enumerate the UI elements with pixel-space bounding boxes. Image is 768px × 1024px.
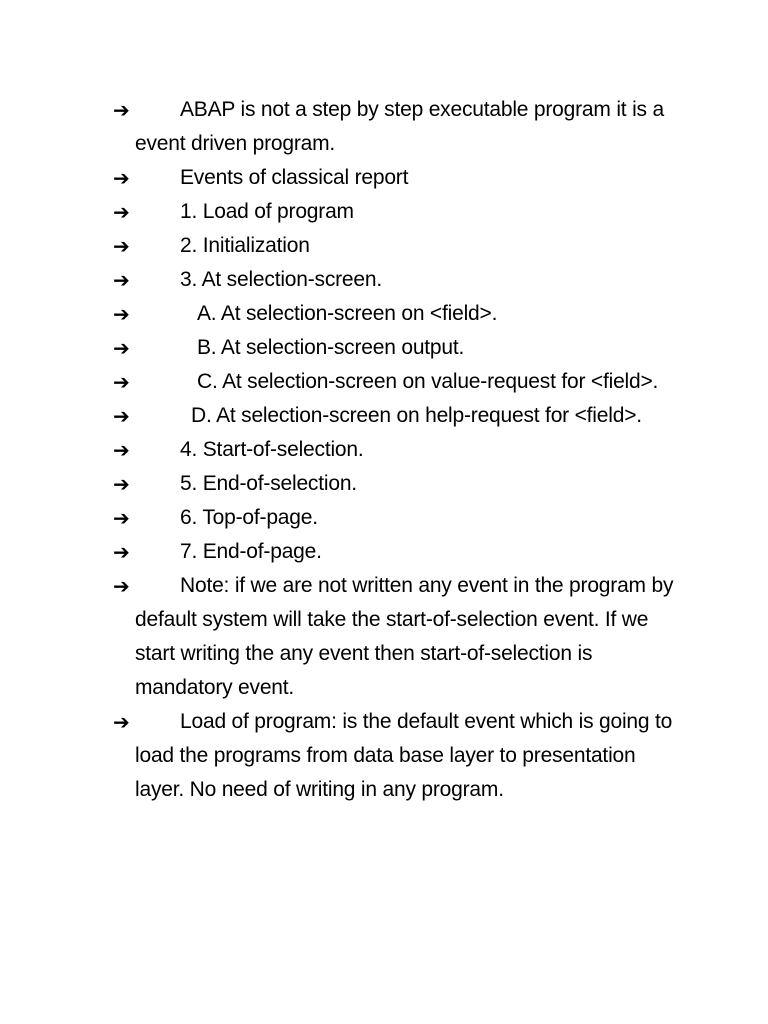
list-item — [113, 399, 685, 433]
list-item-text: Events of classical report — [180, 166, 409, 189]
list-item-text: Load of program: is the default event which is going to load the programs from data base layer to presentation layer. No need of writing in any program. — [135, 710, 673, 801]
list-item — [113, 535, 685, 569]
list-item — [113, 297, 685, 331]
arrow-right-icon: ➔ — [113, 98, 130, 122]
arrow-right-icon: ➔ — [113, 268, 130, 292]
list-item — [113, 569, 685, 705]
arrow-right-icon: ➔ — [113, 200, 130, 224]
list-item-text: 5. End-of-selection. — [180, 472, 357, 495]
list-item — [113, 161, 685, 195]
list-item-text: 7. End-of-page. — [180, 540, 322, 563]
arrow-right-icon: ➔ — [113, 540, 130, 564]
list-item — [113, 705, 685, 807]
list-item-text: ABAP is not a step by step executable program it is a event driven program. — [135, 98, 664, 155]
arrow-right-icon: ➔ — [113, 506, 130, 530]
arrow-right-icon: ➔ — [113, 234, 130, 258]
arrow-right-icon: ➔ — [113, 336, 130, 360]
list-item-text: 1. Load of program — [180, 200, 354, 223]
arrow-right-icon: ➔ — [113, 438, 130, 462]
list-item — [113, 433, 685, 467]
list-item — [113, 365, 685, 399]
list-item — [113, 467, 685, 501]
list-item-text: C. At selection-screen on value-request for <field>. — [197, 370, 659, 393]
list-item-text: B. At selection-screen output. — [197, 336, 465, 359]
list-item-text: 3. At selection-screen. — [180, 268, 383, 291]
list-item — [113, 263, 685, 297]
arrow-right-icon: ➔ — [113, 166, 130, 190]
list-item-text: D. At selection-screen on help-request for <field>. — [191, 404, 642, 427]
arrow-right-icon: ➔ — [113, 404, 130, 428]
arrow-right-icon: ➔ — [113, 574, 130, 598]
list-item-text: 6. Top-of-page. — [180, 506, 318, 529]
arrow-right-icon: ➔ — [113, 472, 130, 496]
list-item-text: 4. Start-of-selection. — [180, 438, 364, 461]
list-item — [113, 331, 685, 365]
list-item-text: A. At selection-screen on <field>. — [197, 302, 498, 325]
list-item-text: Note: if we are not written any event in the program by default system will take the start-of-selection event. If we start writing the any event then start-of-selection is mandatory event. — [135, 574, 674, 699]
list-item — [113, 229, 685, 263]
arrow-right-icon: ➔ — [113, 302, 130, 326]
arrow-right-icon: ➔ — [113, 370, 130, 394]
arrow-right-icon: ➔ — [113, 710, 130, 734]
list-item — [113, 501, 685, 535]
bullet-list — [113, 93, 685, 807]
list-item — [113, 195, 685, 229]
list-item-text: 2. Initialization — [180, 234, 310, 257]
list-item — [113, 93, 685, 161]
